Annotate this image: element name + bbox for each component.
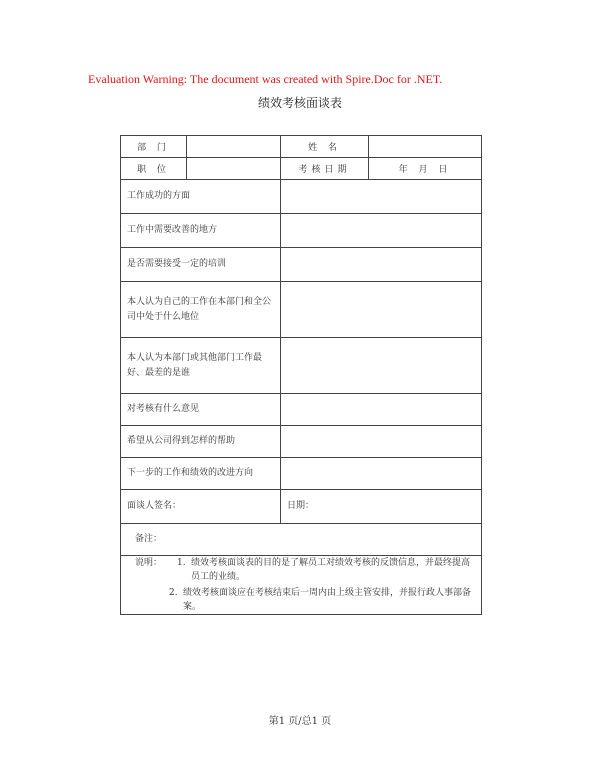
question-row [121, 180, 482, 214]
question-label: 工作成功的方面 [121, 180, 281, 214]
explanation-row [121, 556, 482, 615]
question-answer[interactable] [281, 248, 482, 282]
review-date-label: 考核日期 [281, 158, 369, 180]
remarks-label: 备注： [121, 524, 482, 556]
explanation-number: 2. [169, 588, 178, 598]
question-label: 是否需要接受一定的培训 [121, 248, 281, 282]
question-answer[interactable] [281, 180, 482, 214]
question-row [121, 338, 482, 394]
remarks-row [121, 524, 482, 556]
explanation-number: 1. [177, 558, 186, 568]
question-row [121, 394, 482, 426]
question-label: 工作中需要改善的地方 [121, 214, 281, 248]
question-label: 本人认为自己的工作在本部门和全公司中处于什么地位 [121, 282, 281, 338]
question-answer[interactable] [281, 458, 482, 490]
question-label: 对考核有什么意见 [121, 394, 281, 426]
department-label: 部 门 [121, 136, 187, 158]
question-row [121, 426, 482, 458]
name-field[interactable] [369, 136, 482, 158]
evaluation-warning: Evaluation Warning: The document was created with Spire.Doc for .NET. [88, 72, 443, 86]
department-field[interactable] [187, 136, 281, 158]
document-title: 绩效考核面谈表 [257, 96, 342, 110]
question-answer[interactable] [281, 394, 482, 426]
signature-date[interactable]: 日期： [281, 490, 482, 524]
interview-form-table [120, 135, 482, 615]
interviewer-signature[interactable]: 面谈人签名： [121, 490, 281, 524]
explanation-item [127, 586, 475, 614]
review-date-field[interactable]: 年 月 日 [369, 158, 482, 180]
explanation-item [127, 556, 475, 584]
position-label: 职 位 [121, 158, 187, 180]
question-label: 本人认为本部门或其他部门工作最好、最差的是谁 [121, 338, 281, 394]
question-label: 下一步的工作和绩效的改进方向 [121, 458, 281, 490]
question-label: 希望从公司得到怎样的帮助 [121, 426, 281, 458]
explanation-cell [121, 556, 482, 615]
department-row [121, 136, 482, 158]
explanation-text: 绩效考核面谈应在考核结束后一周内由上级主管安排，并报行政人事部备案。 [183, 588, 472, 612]
question-row [121, 282, 482, 338]
question-answer[interactable] [281, 338, 482, 394]
question-answer[interactable] [281, 426, 482, 458]
position-field[interactable] [187, 158, 281, 180]
page-footer: 第1 页/总1 页 [268, 716, 332, 727]
question-answer[interactable] [281, 214, 482, 248]
question-row [121, 248, 482, 282]
question-row [121, 214, 482, 248]
name-label: 姓 名 [281, 136, 369, 158]
signature-row [121, 490, 482, 524]
question-row [121, 458, 482, 490]
position-row [121, 158, 482, 180]
explanation-text: 绩效考核面谈表的目的是了解员工对绩效考核的反馈信息，并最终提高员工的业绩。 [191, 558, 471, 582]
question-answer[interactable] [281, 282, 482, 338]
explanation-lead: 说明： [135, 558, 163, 568]
